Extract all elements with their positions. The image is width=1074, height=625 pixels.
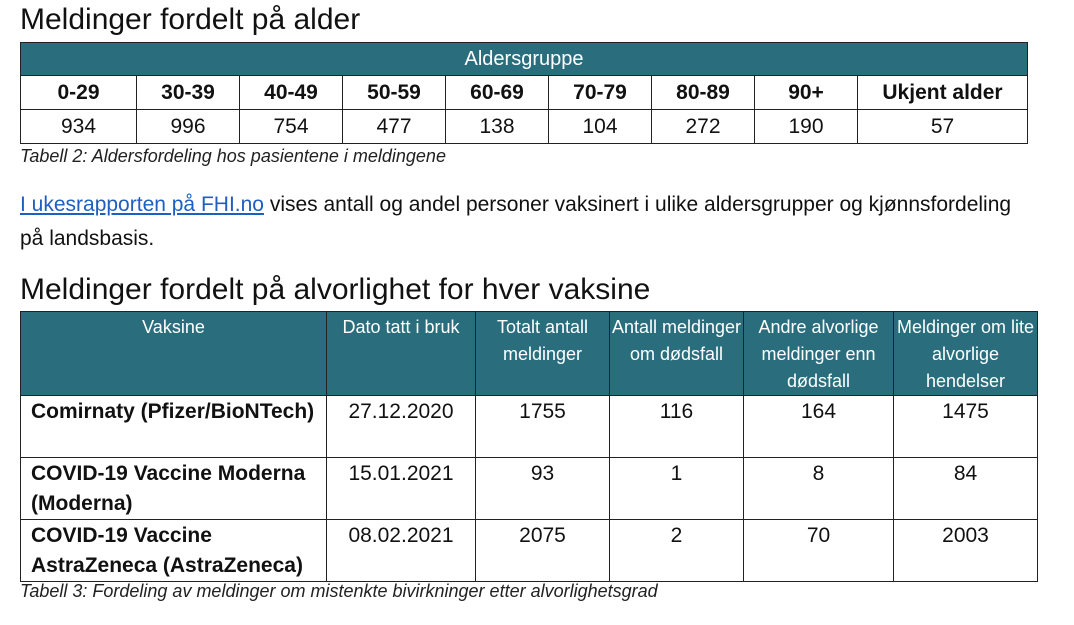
date-cell: 08.02.2021 xyxy=(327,520,476,582)
deaths-cell: 1 xyxy=(610,458,744,520)
age-value-cell: 996 xyxy=(137,110,240,144)
age-labels-row xyxy=(21,76,1028,110)
column-header-vaccine: Vaksine xyxy=(21,312,327,396)
age-value-cell: 477 xyxy=(343,110,446,144)
column-header-other-serious: Andre alvorlige meldinger enn dødsfall xyxy=(744,312,894,396)
age-value-cell: 104 xyxy=(549,110,652,144)
age-column-header: Ukjent alder xyxy=(858,76,1028,110)
minor-cell: 1475 xyxy=(894,396,1038,458)
deaths-cell: 2 xyxy=(610,520,744,582)
age-column-header: 80-89 xyxy=(652,76,755,110)
age-group-header: Aldersgruppe xyxy=(21,43,1028,76)
column-header-date: Dato tatt i bruk xyxy=(327,312,476,396)
column-header-total: Totalt antall meldinger xyxy=(476,312,610,396)
other-serious-cell: 164 xyxy=(744,396,894,458)
vaccine-name: COVID-19 Vaccine Moderna (Moderna) xyxy=(21,458,327,520)
age-value-cell: 754 xyxy=(240,110,343,144)
age-column-header: 60-69 xyxy=(446,76,549,110)
minor-cell: 84 xyxy=(894,458,1038,520)
age-column-header: 70-79 xyxy=(549,76,652,110)
total-cell: 2075 xyxy=(476,520,610,582)
paragraph-text: vises antall og andel personer vaksinert i ulike aldersgrupper og kjønnsfordeling på landsbasis. xyxy=(20,193,1012,250)
age-values-row xyxy=(21,110,1028,144)
date-cell: 27.12.2020 xyxy=(327,396,476,458)
total-cell: 1755 xyxy=(476,396,610,458)
age-value-cell: 272 xyxy=(652,110,755,144)
age-column-header: 90+ xyxy=(755,76,858,110)
total-cell: 93 xyxy=(476,458,610,520)
table-row xyxy=(21,458,1038,520)
age-value-cell: 138 xyxy=(446,110,549,144)
severity-header-row xyxy=(21,312,1038,396)
column-header-minor: Meldinger om lite alvorlige hendelser xyxy=(894,312,1038,396)
column-header-deaths: Antall meldinger om dødsfall xyxy=(610,312,744,396)
table-3-caption: Tabell 3: Fordeling av meldinger om mistenkte bivirkninger etter alvorlighetsgrad xyxy=(20,581,658,601)
age-distribution-table xyxy=(20,42,1028,144)
age-section-title: Meldinger fordelt på alder xyxy=(20,3,361,36)
minor-cell: 2003 xyxy=(894,520,1038,582)
table-2-caption: Tabell 2: Aldersfordeling hos pasientene i meldingene xyxy=(20,146,446,166)
age-column-header: 40-49 xyxy=(240,76,343,110)
other-serious-cell: 70 xyxy=(744,520,894,582)
age-column-header: 50-59 xyxy=(343,76,446,110)
date-cell: 15.01.2021 xyxy=(327,458,476,520)
other-serious-cell: 8 xyxy=(744,458,894,520)
vaccine-name: Comirnaty (Pfizer/BioNTech) xyxy=(21,396,327,458)
deaths-cell: 116 xyxy=(610,396,744,458)
severity-table xyxy=(20,311,1038,582)
age-column-header: 0-29 xyxy=(21,76,137,110)
age-value-cell: 190 xyxy=(755,110,858,144)
fhi-paragraph xyxy=(20,188,1030,256)
table-row xyxy=(21,396,1038,458)
fhi-weekly-report-link[interactable]: I ukesrapporten på FHI.no xyxy=(20,193,264,216)
severity-section-title: Meldinger fordelt på alvorlighet for hver vaksine xyxy=(20,273,651,306)
vaccine-name: COVID-19 Vaccine AstraZeneca (AstraZeneca) xyxy=(21,520,327,582)
age-value-cell: 934 xyxy=(21,110,137,144)
table-row xyxy=(21,520,1038,582)
age-value-cell: 57 xyxy=(858,110,1028,144)
age-column-header: 30-39 xyxy=(137,76,240,110)
